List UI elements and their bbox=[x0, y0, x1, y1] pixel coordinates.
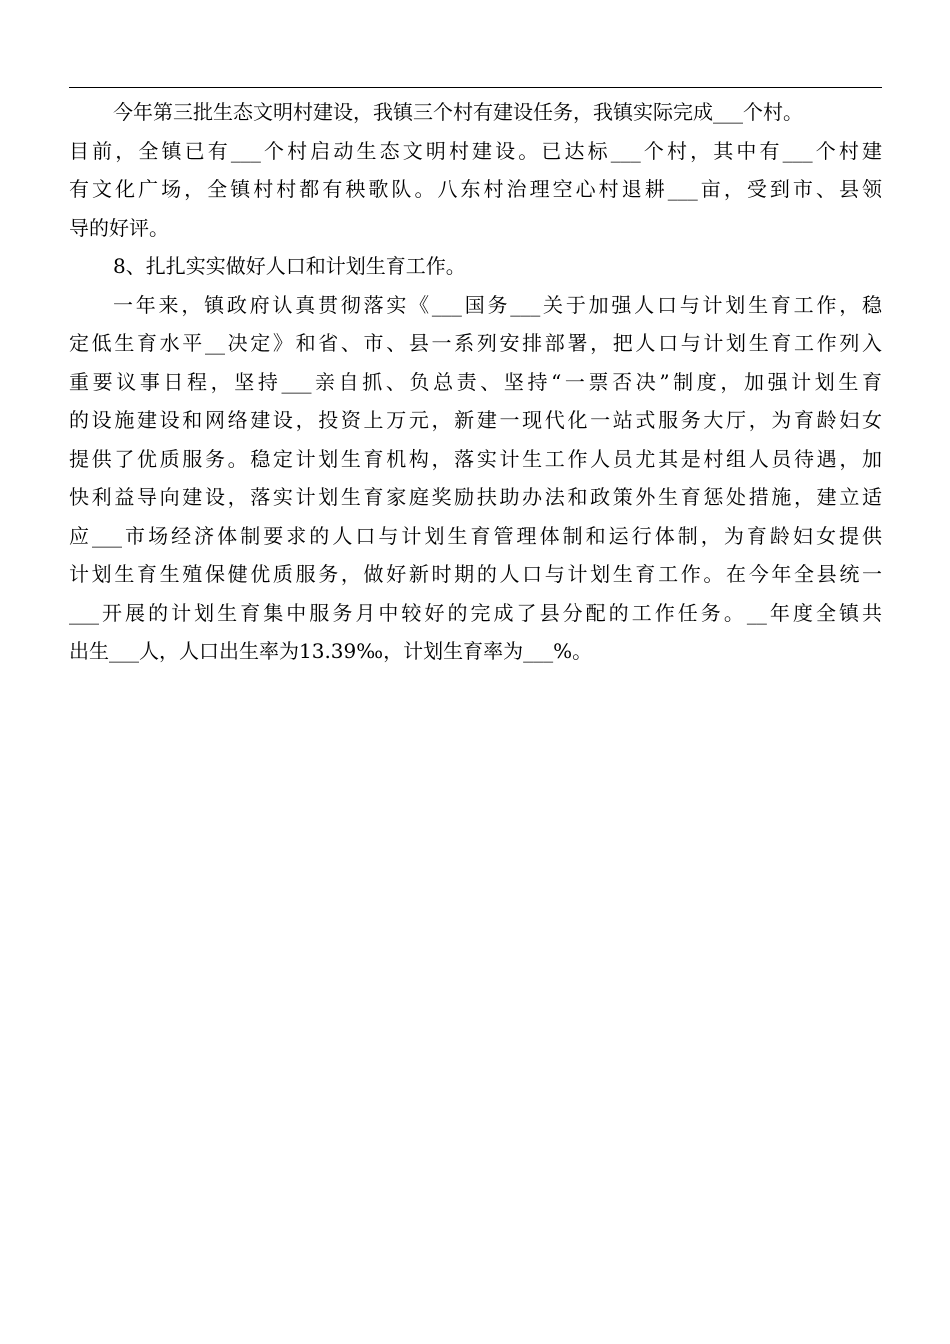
paragraph-line: 重要议事日程，坚持___亲自抓、负总责、坚持“一票否决”制度，加强计划生育 bbox=[69, 369, 882, 394]
paragraph-line: 计划生育生殖保健优质服务，做好新时期的人口与计划生育工作。在今年全县统一 bbox=[69, 562, 882, 586]
header-rule bbox=[69, 87, 882, 88]
paragraph-line: 导的好评。 bbox=[69, 215, 169, 240]
paragraph-line: 一年来，镇政府认真贯彻落实《___国务___关于加强人口与计划生育工作，稳 bbox=[113, 292, 882, 317]
paragraph-line: 今年第三批生态文明村建设，我镇三个村有建设任务，我镇实际完成___个村。 bbox=[113, 100, 803, 124]
paragraph-line: 快利益导向建设，落实计划生育家庭奖励扶助办法和政策外生育惩处措施，建立适 bbox=[69, 485, 882, 509]
paragraph-line: 定低生育水平__决定》和省、市、县一系列安排部署，把人口与计划生育工作列入 bbox=[69, 331, 882, 355]
paragraph-line: 的设施建设和网络建设，投资上万元，新建一现代化一站式服务大厅，为育龄妇女 bbox=[69, 408, 882, 432]
paragraph-line: ___开展的计划生育集中服务月中较好的完成了县分配的工作任务。__年度全镇共 bbox=[69, 600, 882, 625]
body-text bbox=[69, 93, 882, 671]
paragraph-line: 出生___人，人口出生率为13.39‰，计划生育率为___%。 bbox=[69, 639, 593, 663]
paragraph-line: 目前，全镇已有___个村启动生态文明村建设。已达标___个村，其中有___个村建 bbox=[69, 138, 882, 163]
paragraph-line: 8、扎扎实实做好人口和计划生育工作。 bbox=[113, 254, 466, 278]
paragraph-line: 提供了优质服务。稳定计划生育机构，落实计生工作人员尤其是村组人员待遇，加 bbox=[69, 446, 882, 471]
paragraph-line: 有文化广场，全镇村村都有秧歌队。八东村治理空心村退耕___亩，受到市、县领 bbox=[69, 177, 882, 201]
paragraph-line: 应___市场经济体制要求的人口与计划生育管理体制和运行体制，为育龄妇女提供 bbox=[69, 523, 882, 548]
